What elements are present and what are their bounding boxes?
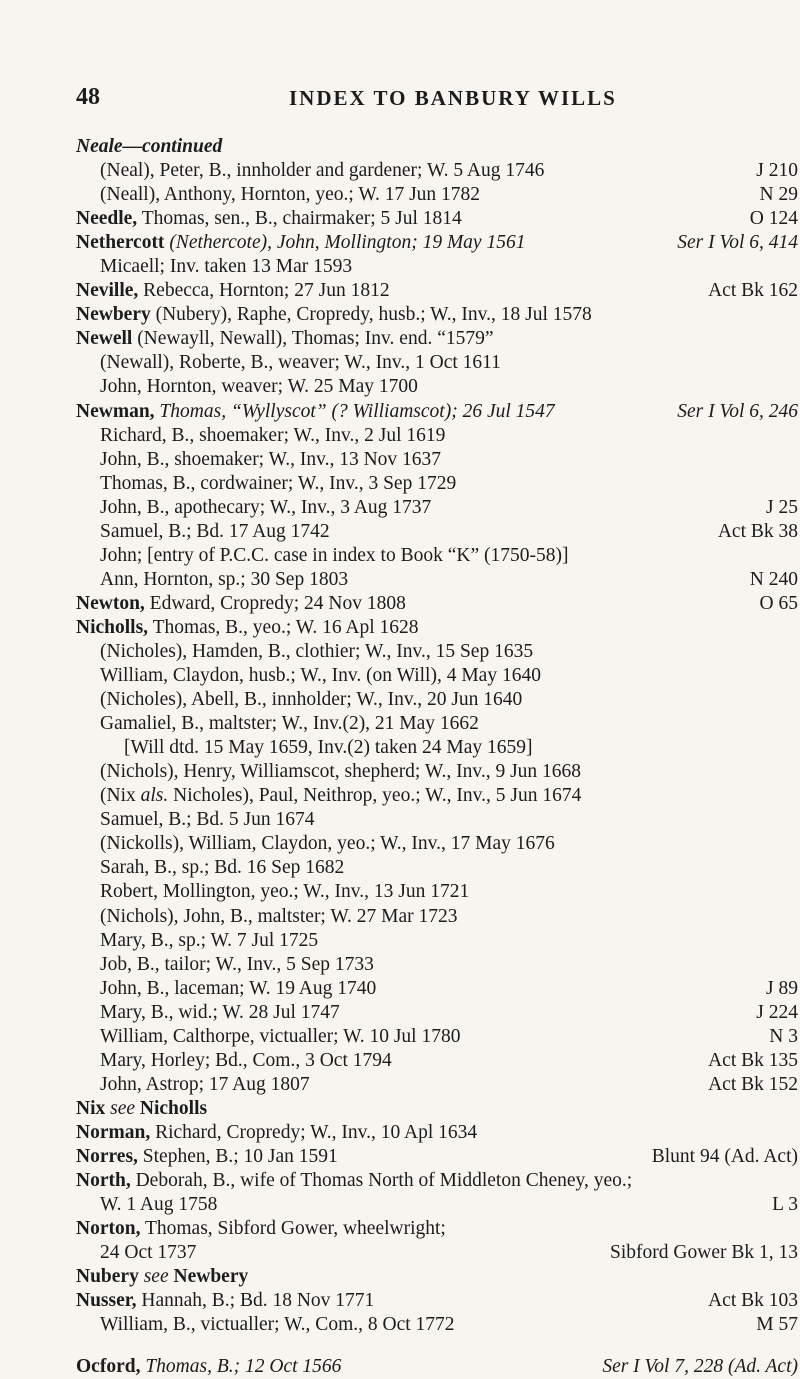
index-line — [76, 1073, 798, 1097]
entry-detail: Stephen, B.; 10 Jan 1591 — [137, 1145, 338, 1167]
entry-text — [100, 1193, 217, 1217]
index-entries — [76, 135, 798, 1379]
entry-text — [100, 929, 318, 953]
entry-detail: William, Calthorpe, victualler; W. 10 Jul 1780 — [100, 1025, 461, 1047]
reference: N 3 — [769, 1025, 798, 1047]
reference: Blunt 94 (Ad. Act) — [651, 1145, 798, 1167]
index-line — [76, 183, 798, 207]
entry-text — [76, 231, 525, 255]
index-line — [76, 375, 798, 399]
index-line — [76, 592, 798, 616]
surname: Norres, — [76, 1145, 138, 1167]
reference: J 224 — [756, 1001, 798, 1023]
surname: Newbery — [76, 304, 151, 326]
surname: Nix — [76, 1097, 106, 1119]
entry-detail: Mary, B., sp.; W. 7 Jul 1725 — [100, 929, 319, 951]
index-line — [76, 1097, 798, 1121]
entry-text — [76, 616, 419, 640]
index-line — [76, 736, 798, 760]
index-line — [76, 279, 798, 303]
entry-detail: Sarah, B., sp.; Bd. 16 Sep 1682 — [100, 857, 345, 879]
reference: J 210 — [756, 160, 798, 182]
entry-text — [76, 1169, 632, 1193]
surname: Nusser, — [76, 1290, 137, 1312]
index-line — [76, 159, 798, 183]
entry-text — [100, 424, 445, 448]
page-number: 48 — [76, 84, 100, 110]
italic-text: als. — [140, 785, 169, 807]
entry-text — [100, 1073, 310, 1097]
entry-text — [100, 1025, 460, 1049]
entry-text — [100, 1313, 455, 1337]
surname: North, — [76, 1170, 131, 1192]
entry-text — [76, 207, 462, 231]
index-line — [76, 712, 798, 736]
index-line — [76, 1169, 798, 1193]
index-line — [76, 616, 798, 640]
entry-text — [76, 1121, 477, 1145]
entry-detail: (Nubery), Raphe, Cropredy, husb.; W., Inv., 18 Jul 1578 — [150, 304, 592, 326]
entry-detail: William, B., victualler; W., Com., 8 Oct 1772 — [100, 1314, 455, 1336]
index-line — [76, 953, 798, 977]
entry-detail: Thomas, B., cordwainer; W., Inv., 3 Sep 1729 — [100, 472, 457, 494]
entry-detail: Thomas, Sibford Gower, wheelwright; — [140, 1218, 446, 1240]
entry-text — [100, 520, 330, 544]
index-line — [76, 664, 798, 688]
italic-text: see — [105, 1097, 140, 1119]
entry-text — [124, 736, 532, 760]
entry-text — [76, 327, 494, 351]
entry-text — [76, 279, 390, 303]
entry-text — [100, 351, 501, 375]
surname: Norton, — [76, 1218, 141, 1240]
index-line — [76, 568, 798, 592]
entry-detail: (Newall), Roberte, B., weaver; W., Inv., 1 Oct 1611 — [100, 352, 501, 374]
surname: Norman, — [76, 1121, 151, 1143]
entry-text — [100, 1241, 196, 1265]
continued-heading: Neale—continued — [76, 136, 223, 157]
entry-detail: Rebecca, Hornton; 27 Jun 1812 — [138, 280, 390, 302]
entry-text — [100, 760, 581, 784]
entry-detail: Richard, B., shoemaker; W., Inv., 2 Jul 1619 — [100, 424, 446, 446]
entry-text — [100, 832, 555, 856]
entry-detail: Robert, Mollington, yeo.; W., Inv., 13 Jun 1721 — [100, 881, 470, 903]
surname: Ocford, — [76, 1356, 141, 1378]
entry-detail: Mary, Horley; Bd., Com., 3 Oct 1794 — [100, 1049, 392, 1071]
entry-detail: Thomas, sen., B., chairmaker; 5 Jul 1814 — [137, 208, 462, 230]
entry-text — [100, 1049, 392, 1073]
entry-text — [76, 1217, 446, 1241]
entry-text — [100, 496, 431, 520]
entry-detail: 24 Oct 1737 — [100, 1242, 197, 1264]
entry-detail: Edward, Cropredy; 24 Nov 1808 — [144, 592, 406, 614]
reference: Ser I Vol 7, 228 (Ad. Act) — [602, 1356, 798, 1378]
italic-text: Thomas, “Wyllyscot” (? Williamscot); 26 Jul 1547 — [154, 400, 555, 422]
index-line — [76, 1049, 798, 1073]
running-title: INDEX TO BANBURY WILLS — [289, 86, 617, 110]
index-line — [76, 905, 798, 929]
reference: O 124 — [749, 208, 798, 230]
entry-text — [100, 688, 522, 712]
entry-detail: (Nickolls), William, Claydon, yeo.; W., Inv., 17 May 1676 — [100, 833, 555, 855]
reference: Act Bk 135 — [708, 1049, 798, 1071]
entry-text — [76, 1265, 248, 1289]
entry-detail: Samuel, B.; Bd. 17 Aug 1742 — [100, 520, 330, 542]
page-header — [76, 84, 716, 114]
index-line — [76, 207, 798, 231]
entry-detail: Thomas, B., yeo.; W. 16 Apl 1628 — [148, 616, 419, 638]
entry-detail: (Newayll, Newall), Thomas; Inv. end. “1579” — [132, 328, 494, 350]
index-line — [76, 496, 798, 520]
reference: Ser I Vol 6, 414 — [677, 232, 798, 254]
entry-text — [100, 568, 348, 592]
entry-detail: (Nix — [100, 785, 141, 807]
surname: Newbery — [173, 1266, 249, 1288]
entry-text — [76, 1097, 207, 1121]
reference: Act Bk 38 — [717, 520, 798, 542]
entry-detail: Samuel, B.; Bd. 5 Jun 1674 — [100, 809, 315, 831]
entry-text — [100, 640, 533, 664]
index-line — [76, 808, 798, 832]
entry-text — [100, 856, 344, 880]
entry-text — [100, 183, 480, 207]
entry-text — [76, 135, 222, 159]
reference: L 3 — [772, 1194, 798, 1216]
reference: Act Bk 152 — [708, 1073, 798, 1095]
entry-text — [100, 905, 457, 929]
entry-text — [100, 472, 456, 496]
entry-detail: (Nicholes), Abell, B., innholder; W., Inv., 20 Jun 1640 — [100, 689, 523, 711]
entry-text — [76, 303, 592, 327]
entry-detail: (Nicholes), Hamden, B., clothier; W., Inv., 15 Sep 1635 — [100, 640, 534, 662]
index-line — [76, 1193, 798, 1217]
entry-text — [76, 400, 555, 424]
entry-text — [76, 1145, 338, 1169]
italic-text: (Nethercote), John, Mollington; 19 May 1561 — [164, 232, 526, 254]
index-line — [76, 520, 798, 544]
reference: N 29 — [759, 184, 798, 206]
index-line — [76, 1313, 798, 1337]
entry-detail: Richard, Cropredy; W., Inv., 10 Apl 1634 — [150, 1121, 478, 1143]
entry-detail: Deborah, B., wife of Thomas North of Middleton Cheney, yeo.; — [130, 1170, 633, 1192]
index-line — [76, 688, 798, 712]
reference: J 89 — [766, 977, 798, 999]
index-line — [76, 1265, 798, 1289]
entry-text — [100, 1001, 340, 1025]
entry-detail: (Neall), Anthony, Hornton, yeo.; W. 17 Jun 1782 — [100, 184, 481, 206]
entry-detail: Hannah, B.; Bd. 18 Nov 1771 — [136, 1290, 375, 1312]
surname: Needle, — [76, 208, 138, 230]
entry-text — [100, 784, 581, 808]
surname: Neville, — [76, 280, 139, 302]
reference: Act Bk 162 — [708, 280, 798, 302]
entry-detail: (Neal), Peter, B., innholder and gardener; W. 5 Aug 1746 — [100, 160, 545, 182]
index-line — [76, 1241, 798, 1265]
entry-text — [100, 159, 544, 183]
entry-detail: John; [entry of P.C.C. case in index to Book “K” (1750-58)] — [100, 544, 569, 566]
entry-detail: Gamaliel, B., maltster; W., Inv.(2), 21 May 1662 — [100, 713, 479, 735]
italic-text: see — [138, 1266, 174, 1288]
index-line — [76, 640, 798, 664]
entry-text — [100, 977, 376, 1001]
surname: Newton, — [76, 592, 145, 614]
surname: Nicholls — [139, 1097, 208, 1119]
reference: O 65 — [759, 592, 798, 614]
index-line — [76, 856, 798, 880]
surname: Nicholls, — [76, 616, 149, 638]
entry-detail: Micaell; Inv. taken 13 Mar 1593 — [100, 256, 353, 278]
index-line — [76, 929, 798, 953]
surname: Nubery — [76, 1266, 139, 1288]
index-line — [76, 977, 798, 1001]
index-line — [76, 135, 798, 159]
entry-detail: W. 1 Aug 1758 — [100, 1194, 218, 1216]
index-line — [76, 880, 798, 904]
surname: Newman, — [76, 400, 155, 422]
entry-text — [100, 880, 469, 904]
entry-detail: (Nichols), Henry, Williamscot, shepherd; W., Inv., 9 Jun 1668 — [100, 761, 582, 783]
index-line — [76, 1025, 798, 1049]
index-line — [76, 760, 798, 784]
index-line — [76, 424, 798, 448]
index-line — [76, 448, 798, 472]
entry-text — [100, 448, 441, 472]
entry-detail: Job, B., tailor; W., Inv., 5 Sep 1733 — [100, 953, 374, 975]
entry-detail: John, Hornton, weaver; W. 25 May 1700 — [100, 376, 418, 398]
entry-detail: [Will dtd. 15 May 1659, Inv.(2) taken 24 May 1659] — [124, 737, 533, 759]
surname: Newell — [76, 328, 133, 350]
entry-detail: John, Astrop; 17 Aug 1807 — [100, 1073, 310, 1095]
index-line — [76, 1145, 798, 1169]
entry-text — [100, 808, 315, 832]
entry-detail: John, B., apothecary; W., Inv., 3 Aug 1737 — [100, 496, 432, 518]
index-line — [76, 231, 798, 255]
entry-text — [100, 664, 541, 688]
index-line — [76, 351, 798, 375]
index-line — [76, 1355, 798, 1379]
reference: M 57 — [756, 1314, 798, 1336]
entry-text — [100, 712, 479, 736]
reference: Ser I Vol 6, 246 — [677, 400, 798, 422]
reference: Sibford Gower Bk 1, 13 — [610, 1242, 798, 1264]
entry-detail: (Nichols), John, B., maltster; W. 27 Mar 1723 — [100, 905, 458, 927]
entry-text — [76, 592, 406, 616]
entry-detail: John, B., laceman; W. 19 Aug 1740 — [100, 977, 377, 999]
entry-text — [100, 375, 418, 399]
italic-text: Thomas, B.; 12 Oct 1566 — [140, 1356, 342, 1378]
reference: N 240 — [749, 568, 798, 590]
entry-detail: William, Claydon, husb.; W., Inv. (on Will), 4 May 1640 — [100, 665, 541, 687]
index-line — [76, 472, 798, 496]
index-line — [76, 327, 798, 351]
reference: Act Bk 103 — [708, 1290, 798, 1312]
surname: Nethercott — [76, 232, 165, 254]
entry-text — [100, 953, 374, 977]
entry-detail: John, B., shoemaker; W., Inv., 13 Nov 1637 — [100, 448, 442, 470]
index-line — [76, 544, 798, 568]
index-line — [76, 1121, 798, 1145]
index-line — [76, 832, 798, 856]
entry-text — [100, 255, 352, 279]
index-line — [76, 784, 798, 808]
index-line — [76, 303, 798, 327]
entry-detail: Ann, Hornton, sp.; 30 Sep 1803 — [100, 568, 349, 590]
entry-text — [76, 1355, 341, 1379]
entry-detail: Mary, B., wid.; W. 28 Jul 1747 — [100, 1001, 340, 1023]
index-line — [76, 255, 798, 279]
index-line — [76, 1217, 798, 1241]
entry-text — [100, 544, 568, 568]
reference: J 25 — [766, 496, 798, 518]
index-line — [76, 1001, 798, 1025]
entry-detail: Nicholes), Paul, Neithrop, yeo.; W., Inv., 5 Jun 1674 — [168, 785, 582, 807]
index-line — [76, 400, 798, 424]
